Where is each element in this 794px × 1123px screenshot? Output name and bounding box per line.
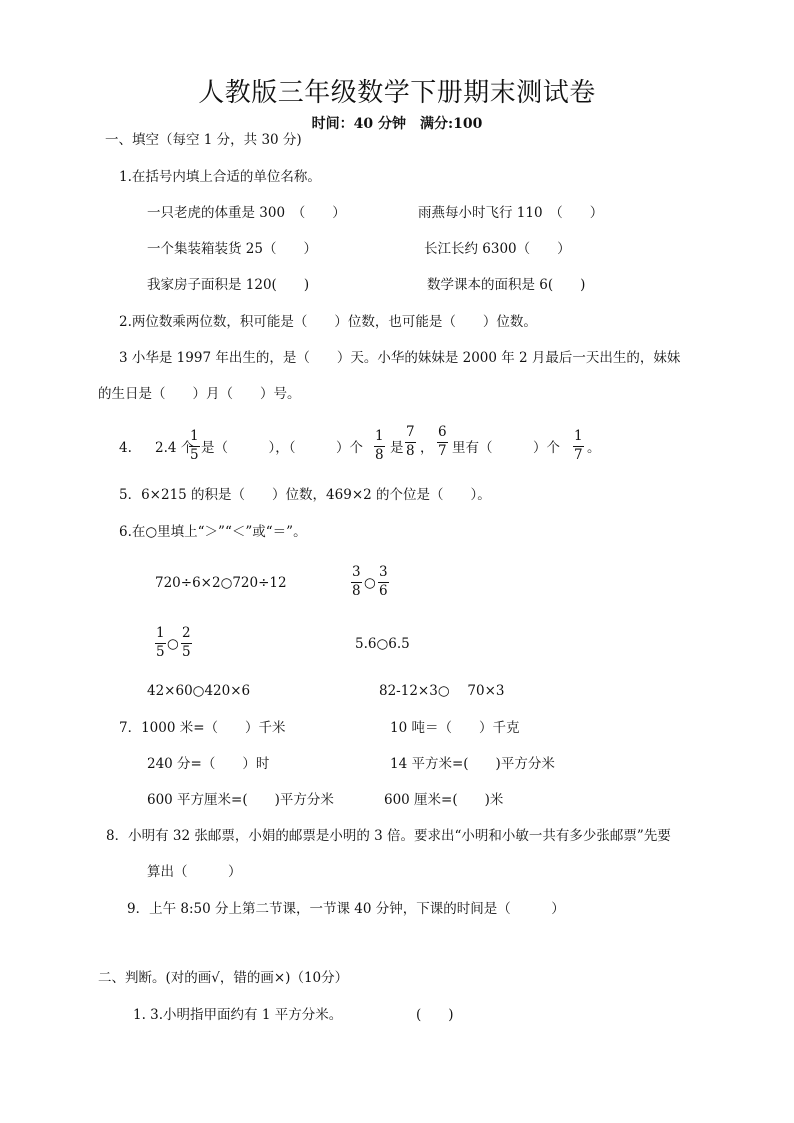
q6-d: 5.6○6.5: [355, 636, 410, 652]
fraction-numerator: 1: [375, 428, 384, 444]
q1-prompt: 1.在括号内填上合适的单位名称。: [119, 169, 321, 185]
fraction-numerator: 3: [352, 564, 361, 580]
q9: 9．上午 8:50 分上第二节课，一节课 40 分钟，下课的时间是（ ）: [127, 901, 565, 917]
fraction-denominator: 7: [574, 446, 583, 463]
q7-f: 600 厘米=( )米: [384, 792, 504, 808]
judge-q1: 1. 3.小明指甲面约有 1 平方分米。: [133, 1007, 343, 1023]
section2-heading: 二、判断。(对的画√，错的画×)（10分）: [98, 970, 349, 986]
q7-c: 240 分=（ ）时: [147, 756, 270, 772]
q1-f: 数学课本的面积是 6( ): [427, 277, 586, 293]
q4-part4: ，: [420, 440, 434, 456]
q4-part5: 里有（ ）个: [452, 440, 560, 456]
page-title: 人教版三年级数学下册期末测试卷: [198, 78, 596, 108]
q1-c: 一个集装箱装货 25（ ）: [147, 241, 317, 257]
q5: 5．6×215 的积是（ ）位数，469×2 的个位是（ ）。: [119, 487, 491, 503]
q8-line1: 8．小明有 32 张邮票，小娟的邮票是小明的 3 倍。要求出“小明和小敏一共有多少张邮票”先要: [106, 828, 671, 844]
q3-line2: 的生日是（ ）月（ ）号。: [98, 386, 301, 402]
q8-line2: 算出（ ）: [147, 864, 242, 880]
fraction-numerator: 1: [156, 625, 165, 641]
q4-part1: 2.4 个: [155, 440, 195, 456]
fraction-numerator: 7: [406, 424, 415, 440]
q2: 2.两位数乘两位数，积可能是（ ）位数，也可能是（ ）位数。: [119, 314, 537, 330]
fraction-denominator: 5: [190, 446, 199, 463]
q6-a: 720÷6×2○720÷12: [155, 575, 287, 591]
q6-c-fraction-2: [181, 627, 192, 659]
q7-d: 14 平方米=( )平方分米: [390, 756, 555, 772]
q3-line1: 3 小华是 1997 年出生的，是（ ）天。小华的妹妹是 2000 年 2 月最后一天出生的，妹妹: [119, 350, 681, 366]
q7-e: 600 平方厘米=( )平方分米: [147, 792, 334, 808]
q7-a: 7．1000 米=（ ）千米: [119, 720, 286, 736]
fraction-denominator: 7: [438, 442, 447, 459]
q4-fraction-1: [189, 430, 200, 462]
q4-fraction-2: [374, 430, 385, 462]
section1-heading: 一、填空（每空 1 分，共 30 分): [105, 132, 302, 148]
q4-part6: 。: [587, 440, 601, 456]
fraction-denominator: 8: [352, 582, 361, 599]
q6-c-operator: ○: [167, 636, 179, 652]
q6-f: 82-12×3○ 70×3: [379, 683, 505, 699]
fraction-numerator: 2: [182, 625, 191, 641]
q1-d: 长江长约 6300（ ）: [424, 241, 571, 257]
q4-number: 4.: [119, 440, 132, 456]
q6-e: 42×60○420×6: [147, 683, 251, 699]
fraction-denominator: 8: [406, 442, 415, 459]
q6-prompt: 6.在○里填上“＞”“＜”或“＝”。: [119, 524, 307, 540]
q6-b-operator: ○: [364, 575, 376, 591]
fraction-numerator: 1: [574, 428, 583, 444]
fraction-numerator: 1: [190, 428, 199, 444]
fraction-numerator: 6: [438, 424, 447, 440]
q1-e: 我家房子面积是 120( ): [147, 277, 310, 293]
q6-c-fraction-1: [155, 627, 166, 659]
q4-part2: 是（ ），（ ）个: [201, 440, 363, 456]
fraction-denominator: 5: [156, 643, 165, 660]
q4-part3: 是: [390, 440, 404, 456]
q4-fraction-4: [437, 426, 448, 458]
q4-fraction-5: [573, 430, 584, 462]
fraction-denominator: 5: [182, 643, 191, 660]
judge-q1-blank: ( ): [416, 1007, 454, 1023]
q7-b: 10 吨＝（ ）千克: [390, 720, 520, 736]
fraction-numerator: 3: [379, 564, 388, 580]
q4-fraction-3: [405, 426, 416, 458]
q6-b-fraction-2: [378, 566, 389, 598]
fraction-denominator: 8: [375, 446, 384, 463]
page-subtitle: 时间：40 分钟 满分:100: [311, 116, 483, 132]
q1-b: 雨燕每小时飞行 110 （ ）: [418, 205, 604, 221]
fraction-denominator: 6: [379, 582, 388, 599]
q6-b-fraction-1: [351, 566, 362, 598]
q1-a: 一只老虎的体重是 300 （ ）: [147, 205, 346, 221]
